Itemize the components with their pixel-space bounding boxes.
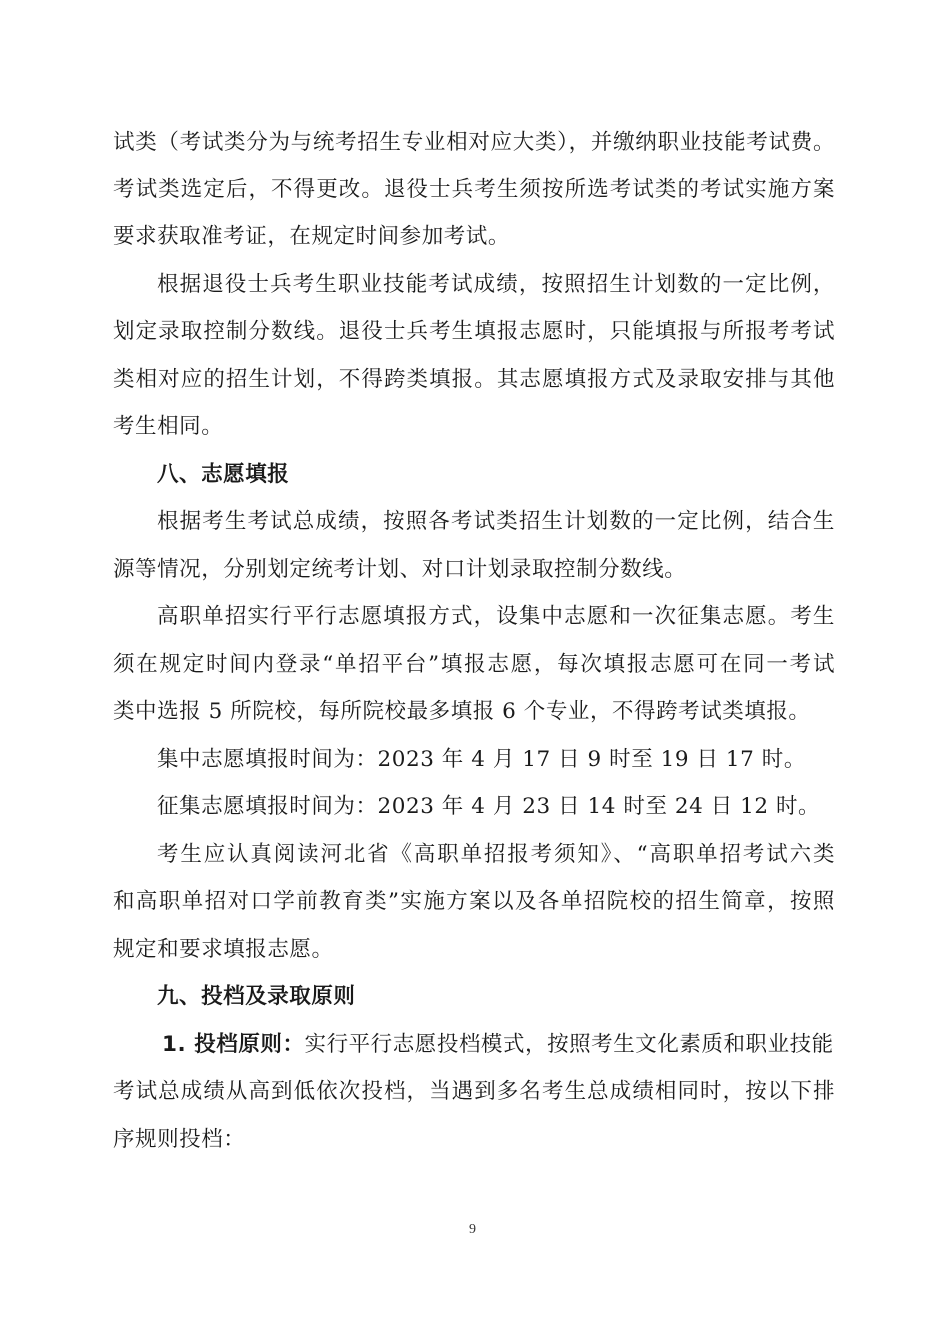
paragraph-line: 根据退役士兵考生职业技能考试成绩，按照招生计划数的一定比例， (157, 272, 835, 297)
paragraph-line: 考生应认真阅读河北省《高职单招报考须知》、“高职单招考试六类 (157, 842, 835, 867)
page-number: 9 (469, 1222, 476, 1237)
paragraph-line: 试类（考试类分为与统考招生专业相对应大类），并缴纳职业技能考试费。 (113, 130, 835, 155)
paragraph-line: 须在规定时间内登录“单招平台”填报志愿，每次填报志愿可在同一考试 (113, 652, 835, 677)
paragraph-line: 征集志愿填报时间为：2023 年 4 月 23 日 14 时至 24 日 12 时。 (157, 794, 821, 819)
paragraph-line (162, 1030, 835, 1060)
paragraph-line: 要求获取准考证，在规定时间参加考试。 (113, 224, 510, 249)
paragraph-line: 高职单招实行平行志愿填报方式，设集中志愿和一次征集志愿。考生 (157, 604, 835, 629)
paragraph-line: 序规则投档： (113, 1127, 246, 1152)
paragraph-line: 和高职单招对口学前教育类”实施方案以及各单招院校的招生简章，按照 (113, 889, 835, 914)
paragraph-line: 划定录取控制分数线。退役士兵考生填报志愿时，只能填报与所报考考试 (113, 319, 835, 344)
paragraph-text: 实行平行志愿投档模式，按照考生文化素质和职业技能 (304, 1032, 834, 1057)
bold-lead: 1. 投档原则： (162, 1032, 305, 1057)
paragraph-line: 类相对应的招生计划，不得跨类填报。其志愿填报方式及录取安排与其他 (113, 367, 835, 392)
paragraph-line: 类中选报 5 所院校，每所院校最多填报 6 个专业，不得跨考试类填报。 (113, 699, 811, 724)
paragraph-line: 根据考生考试总成绩，按照各考试类招生计划数的一定比例，结合生 (157, 509, 835, 534)
section-heading: 八、志愿填报 (157, 462, 290, 487)
paragraph-line: 集中志愿填报时间为：2023 年 4 月 17 日 9 时至 19 日 17 时。 (157, 747, 806, 772)
paragraph-line: 源等情况，分别划定统考计划、对口计划录取控制分数线。 (113, 557, 687, 582)
paragraph-line: 考试类选定后，不得更改。退役士兵考生须按所选考试类的考试实施方案 (113, 177, 835, 202)
paragraph-line: 考试总成绩从高到低依次投档，当遇到多名考生总成绩相同时，按以下排 (113, 1079, 835, 1104)
paragraph-line: 规定和要求填报志愿。 (113, 937, 334, 962)
section-heading: 九、投档及录取原则 (157, 984, 356, 1009)
paragraph-line: 考生相同。 (113, 414, 224, 439)
